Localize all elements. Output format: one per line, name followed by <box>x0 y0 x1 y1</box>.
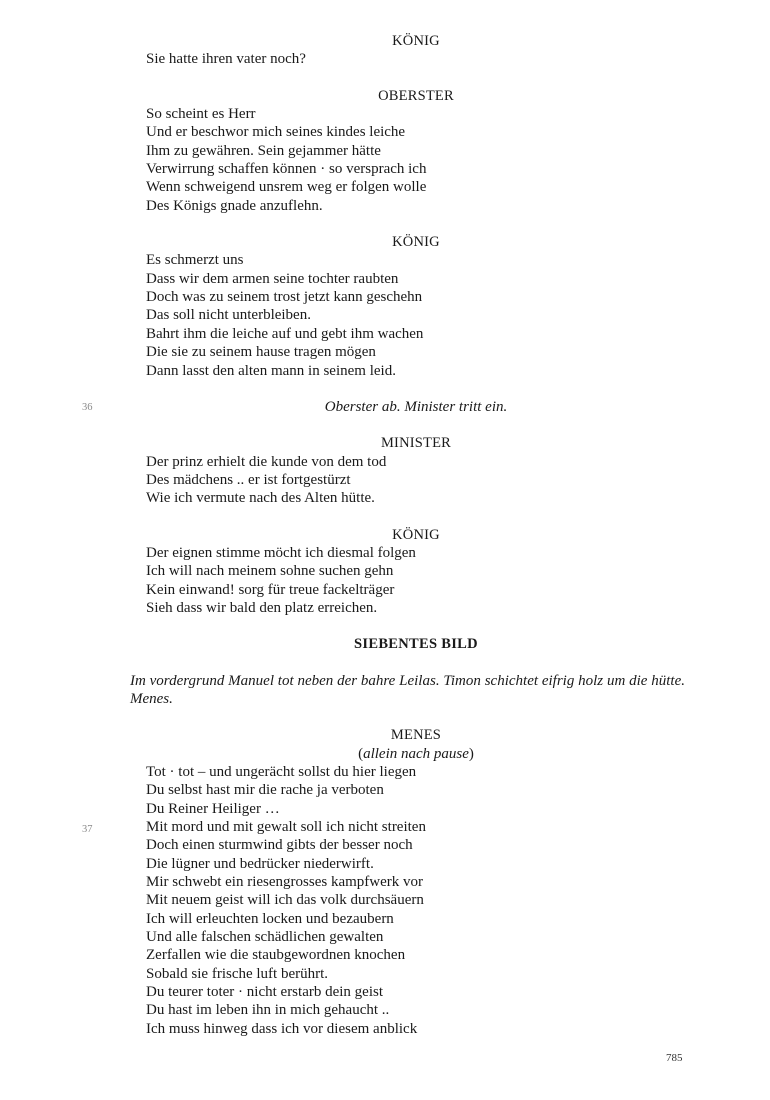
verse-line: Mir schwebt ein riesengrosses kampfwerk vor <box>146 874 424 891</box>
block-spacer <box>130 708 685 726</box>
verse-line: Tot · tot – und ungerächt sollst du hier liegen <box>146 764 417 780</box>
stage-direction: Oberster ab. Minister tritt ein. <box>324 398 508 415</box>
paren-open: ( <box>358 745 364 762</box>
verse-line: Mit neuem geist will ich das volk durchsäuern <box>146 892 424 909</box>
verse-line: Sieh dass wir bald den platz erreichen. <box>146 599 378 616</box>
page-number: 785 <box>666 1052 683 1064</box>
verse-line: Bahrt ihm die leiche auf und gebt ihm wachen <box>146 325 424 342</box>
parenthetical-text: allein nach pause <box>363 745 469 762</box>
block-spacer <box>130 508 685 526</box>
verse-line: Sobald sie frische luft berührt. <box>146 965 329 982</box>
verse-line: Der prinz erhielt die kunde von dem tod <box>146 453 387 470</box>
block-spacer <box>130 69 685 87</box>
block-spacer <box>130 617 685 635</box>
verse-line: Ich will nach meinem sohne suchen gehn <box>146 563 394 580</box>
verse-line: Du selbst hast mir die rache ja verboten <box>146 782 384 799</box>
verse-line: Verwirrung schaffen können · so versprach ich <box>146 161 427 178</box>
verse-line: Wie ich vermute nach des Alten hütte. <box>146 490 375 507</box>
verse-line: Dass wir dem armen seine tochter raubten <box>146 270 399 287</box>
verse-line: So scheint es Herr <box>146 106 256 123</box>
verse-line: Des mädchens .. er ist fortgestürzt <box>146 471 351 488</box>
speaker-name: MENES <box>390 727 442 744</box>
verse-line: Und er beschwor mich seines kindes leiche <box>146 124 406 141</box>
scene-description: Im vordergrund Manuel tot neben der bahre Leilas. Timon schichtet eifrig holz um die hütte. Menes. <box>130 672 685 707</box>
verse-line: Die lügner und bedrücker niederwirft. <box>146 855 374 872</box>
margin-line-number: 36 <box>82 402 93 413</box>
verse-line: Das soll nicht unterbleiben. <box>146 307 311 324</box>
verse-line: Und alle falschen schädlichen gewalten <box>146 929 384 946</box>
margin-line-number: 37 <box>82 824 93 835</box>
block-spacer <box>130 380 685 398</box>
text-column <box>130 32 685 1038</box>
verse-line: Du hast im leben ihn in mich gehaucht .. <box>146 1002 390 1019</box>
verse-line: Kein einwand! sorg für treue fackelträger <box>146 581 395 598</box>
stage-direction-parenthetical <box>147 745 685 763</box>
paren-close: ) <box>468 745 474 762</box>
verse-line: Du teurer toter · nicht erstarb dein geist <box>146 984 383 1001</box>
speaker-name: KÖNIG <box>392 33 440 49</box>
verse-line: Sie hatte ihren vater noch? <box>146 51 306 68</box>
verse-line: Wenn schweigend unsrem weg er folgen wolle <box>146 179 427 196</box>
verse-line: Des Königs gnade anzuflehn. <box>146 197 323 214</box>
verse-line: Zerfallen wie die staubgewordnen knochen <box>146 947 406 964</box>
verse-line: Ihm zu gewähren. Sein gejammer hätte <box>146 142 381 159</box>
block-spacer <box>130 416 685 434</box>
verse-line: Der eignen stimme möcht ich diesmal folgen <box>146 544 416 561</box>
verse-line: Die sie zu seinem hause tragen mögen <box>146 344 376 361</box>
verse-line: Dann lasst den alten mann in seinem leid. <box>146 362 396 379</box>
verse-line: Ich muss hinweg dass ich vor diesem anblick <box>146 1020 418 1037</box>
speaker-name: KÖNIG <box>392 526 440 543</box>
speaker-name: KÖNIG <box>392 234 440 251</box>
speaker-name: MINISTER <box>380 435 452 452</box>
verse-line: Doch was zu seinem trost jetzt kann geschehn <box>146 289 423 306</box>
verse-line: Es schmerzt uns <box>146 252 244 269</box>
verse-line: Du Reiner Heiliger … <box>146 800 280 817</box>
speaker-name: OBERSTER <box>378 87 454 104</box>
verse-line: Ich will erleuchten locken und bezaubern <box>146 910 394 927</box>
block-spacer <box>130 654 685 672</box>
scene-heading: SIEBENTES BILD <box>354 636 478 653</box>
block-spacer <box>130 215 685 233</box>
verse-line: Doch einen sturmwind gibts der besser noch <box>146 837 413 854</box>
verse-line: Mit mord und mit gewalt soll ich nicht streiten <box>146 819 426 836</box>
